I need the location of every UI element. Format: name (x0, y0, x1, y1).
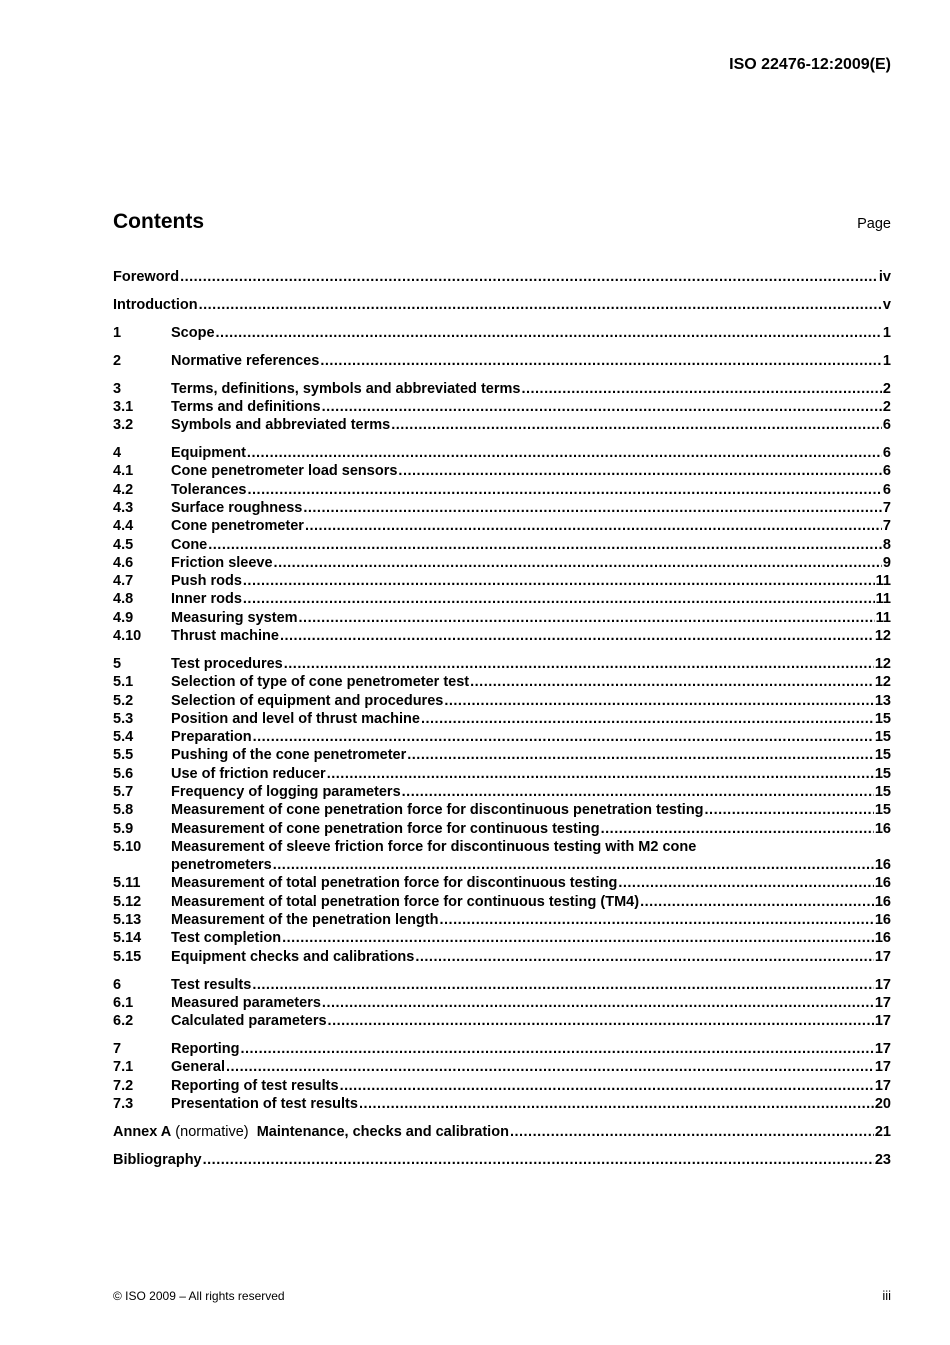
toc-entry[interactable] (113, 994, 891, 1012)
toc-entry[interactable] (113, 499, 891, 517)
dot-leader (243, 572, 875, 590)
toc-entry-number: 4.10 (113, 628, 142, 645)
toc-entry[interactable] (113, 627, 891, 645)
toc-entry[interactable] (113, 296, 891, 314)
toc-entry-page: 6 (882, 481, 891, 498)
toc-entry-number: 7.1 (113, 1059, 134, 1076)
toc-entry-title: Normative references (171, 352, 320, 369)
toc-entry-title: Measurement of cone penetration force for continuous testing (171, 820, 600, 837)
toc-entry[interactable] (113, 572, 891, 590)
toc-entry-page: iv (878, 269, 891, 285)
toc-entry-number: 5.1 (113, 674, 134, 691)
dot-leader (439, 911, 873, 929)
toc-entry-page: 17 (874, 948, 891, 965)
toc-entry-number: 5.11 (113, 875, 141, 892)
toc-entry-title: Pushing of the cone penetrometer (171, 747, 407, 764)
dot-leader (421, 710, 874, 728)
toc-entry[interactable] (113, 324, 891, 342)
dot-leader (303, 499, 882, 517)
toc-entry-number: 6 (113, 976, 122, 993)
toc-entry-title: Cone penetrometer load sensors (171, 463, 398, 480)
dot-leader (398, 462, 882, 480)
toc-entry-page: 15 (874, 765, 891, 782)
toc-entry-title (113, 1123, 509, 1141)
dot-leader (328, 1012, 874, 1030)
toc-entry-number: 4.7 (113, 573, 134, 590)
toc-entry[interactable] (113, 728, 891, 746)
dot-leader (247, 444, 882, 462)
toc-entry-number: 6.1 (113, 994, 134, 1011)
toc-entry-title: Test procedures (171, 655, 283, 672)
toc-entry-page: 1 (882, 352, 891, 369)
toc-entry-number: 5.4 (113, 729, 134, 746)
toc-entry[interactable] (113, 416, 891, 434)
toc-entry-number: 4.4 (113, 518, 134, 535)
dot-leader (322, 398, 882, 416)
toc-entry-title: Measurement of total penetration force for discontinuous testing (171, 875, 618, 892)
page-column-label: Page (857, 216, 891, 232)
toc-entry-page: 16 (874, 930, 891, 947)
toc-entry-title: Use of friction reducer (171, 765, 326, 782)
dot-leader (521, 380, 881, 398)
toc-entry-page: 17 (874, 1077, 891, 1094)
toc-entry-page: 8 (882, 536, 891, 553)
toc-entry-number: 4 (113, 445, 122, 462)
toc-entry-page: 20 (874, 1095, 891, 1112)
toc-entry[interactable] (113, 874, 891, 892)
toc-entry-title: Scope (171, 324, 215, 341)
dot-leader (640, 893, 874, 911)
toc-entry-number: 5.14 (113, 930, 142, 947)
toc-entry-page: 12 (874, 628, 891, 645)
toc-entry[interactable] (113, 536, 891, 554)
toc-entry[interactable] (113, 655, 891, 673)
toc-entry-page: 17 (874, 1059, 891, 1076)
toc-entry[interactable] (113, 948, 891, 966)
toc-entry-page: 17 (874, 976, 891, 993)
toc-entry-title: Measuring system (171, 609, 298, 626)
toc-entry[interactable] (113, 1095, 891, 1113)
toc-entry-page: 11 (875, 591, 891, 608)
dot-leader (216, 324, 882, 342)
toc-entry-page: 17 (874, 1013, 891, 1030)
toc-entry-page: 15 (874, 747, 891, 764)
toc-entry[interactable] (113, 838, 891, 856)
toc-entry[interactable] (113, 765, 891, 783)
toc-entry-title: Measurement of sleeve friction force for discontinuous testing with M2 cone (171, 838, 697, 855)
toc-entry-continuation[interactable] (113, 856, 891, 874)
toc-entry-number: 7 (113, 1041, 122, 1058)
toc-entry[interactable] (113, 398, 891, 416)
toc-entry-number: 4.6 (113, 554, 134, 571)
toc-entry-page: 13 (874, 692, 891, 709)
toc-entry-page: 12 (874, 655, 891, 672)
toc-entry-number: 5.5 (113, 747, 134, 764)
toc-entry-page: 21 (874, 1123, 891, 1140)
toc-entry-number: 3.2 (113, 417, 134, 434)
toc-entry-title: Terms, definitions, symbols and abbreviated terms (171, 380, 521, 397)
dot-leader (248, 481, 882, 499)
toc-entry[interactable] (113, 820, 891, 838)
dot-leader (180, 268, 878, 286)
contents-header (113, 210, 891, 240)
toc-entry-page: 15 (874, 802, 891, 819)
document-id: ISO 22476-12:2009(E) (729, 56, 891, 73)
annex-label: Annex A (113, 1123, 172, 1140)
toc-entry-page: 11 (875, 573, 891, 590)
toc-entry-number: 3 (113, 380, 122, 397)
toc-entry-number: 5.8 (113, 802, 134, 819)
toc-entry[interactable] (113, 380, 891, 398)
toc-entry-number: 5.15 (113, 948, 142, 965)
toc-entry[interactable] (113, 929, 891, 947)
toc-entry-title: Symbols and abbreviated terms (171, 417, 391, 434)
toc-entry-title: Push rods (171, 573, 242, 590)
toc-entry-title: Measurement of total penetration force for continuous testing (TM4) (171, 893, 640, 910)
toc-entry-page: 1 (882, 324, 891, 341)
toc-entry-title: Inner rods (171, 591, 242, 608)
toc-entry-title: Presentation of test results (171, 1095, 358, 1112)
dot-leader (199, 296, 882, 314)
toc-entry-number: 3.1 (113, 398, 134, 415)
toc-entry[interactable] (113, 673, 891, 691)
toc-entry-title: Measurement of the penetration length (171, 912, 439, 929)
toc-entry[interactable] (113, 444, 891, 462)
page-title: Contents (113, 210, 204, 233)
copyright-notice: © ISO 2009 – All rights reserved (113, 1289, 285, 1303)
toc-entry-title: Selection of type of cone penetrometer test (171, 674, 470, 691)
toc-entry-number: 5.13 (113, 912, 142, 929)
toc-entry-title: Cone (171, 536, 208, 553)
toc-entry-page: 16 (874, 912, 891, 929)
toc-entry[interactable] (113, 462, 891, 480)
toc-entry-title: Thrust machine (171, 628, 279, 645)
toc-entry[interactable] (113, 976, 891, 994)
toc-entry[interactable] (113, 911, 891, 929)
toc-entry-number: 4.8 (113, 591, 134, 608)
toc-entry-page: 16 (874, 857, 891, 874)
toc-entry-number: 4.2 (113, 481, 134, 498)
dot-leader (299, 609, 875, 627)
dot-leader (340, 1077, 874, 1095)
toc-entry-number: 6.2 (113, 1013, 134, 1030)
toc-entry-title: Friction sleeve (171, 554, 273, 571)
toc-entry[interactable] (113, 783, 891, 801)
annex-type: (normative) (171, 1123, 257, 1140)
toc-entry[interactable] (113, 590, 891, 608)
toc-entry-title: Selection of equipment and procedures (171, 692, 444, 709)
toc-entry[interactable] (113, 1151, 891, 1169)
toc-entry-number: 2 (113, 352, 122, 369)
toc-entry-number: 1 (113, 324, 122, 341)
dot-leader (618, 874, 874, 892)
toc-entry-number: 7.2 (113, 1077, 134, 1094)
toc-entry-title: Preparation (171, 729, 252, 746)
toc-entry[interactable] (113, 746, 891, 764)
toc-entry-title: Cone penetrometer (171, 518, 304, 535)
toc-entry[interactable] (113, 1012, 891, 1030)
toc-entry-number: 5.6 (113, 765, 134, 782)
toc-entry-number: 4.3 (113, 499, 134, 516)
dot-leader (510, 1123, 874, 1141)
toc-entry-number: 4.5 (113, 536, 134, 553)
toc-entry[interactable] (113, 609, 891, 627)
toc-entry-title: Terms and definitions (171, 398, 321, 415)
dot-leader (280, 627, 874, 645)
toc-entry-page: 7 (882, 499, 891, 516)
dot-leader (226, 1058, 874, 1076)
toc-entry-title: Equipment (171, 445, 246, 462)
table-of-contents (113, 268, 891, 1169)
toc-entry-number: 5.7 (113, 783, 134, 800)
toc-entry-title: Foreword (113, 269, 180, 285)
toc-entry-title: Introduction (113, 296, 198, 313)
dot-leader (274, 554, 882, 572)
dot-leader (470, 673, 874, 691)
toc-entry-number: 5.10 (113, 838, 142, 855)
toc-entry-title: Test completion (171, 930, 282, 947)
toc-entry[interactable] (113, 481, 891, 499)
toc-entry-page: 15 (874, 783, 891, 800)
toc-entry-number: 5.2 (113, 692, 134, 709)
toc-entry-title: Calculated parameters (171, 1013, 327, 1030)
toc-entry-page: 17 (874, 994, 891, 1011)
toc-entry[interactable] (113, 268, 891, 286)
toc-entry-page: 15 (874, 710, 891, 727)
toc-entry-page: 15 (874, 729, 891, 746)
dot-leader (359, 1095, 874, 1113)
toc-entry-title: Tolerances (171, 481, 247, 498)
toc-entry[interactable] (113, 517, 891, 535)
toc-entry-page: 6 (882, 463, 891, 480)
toc-entry-title: Surface roughness (171, 499, 303, 516)
toc-entry-title: Frequency of logging parameters (171, 783, 401, 800)
dot-leader (252, 976, 874, 994)
dot-leader (284, 655, 874, 673)
toc-entry-page: 17 (874, 1041, 891, 1058)
toc-entry-number: 4.1 (113, 463, 134, 480)
toc-entry-title: Measurement of cone penetration force for discontinuous penetration testing (171, 802, 704, 819)
dot-leader (407, 746, 874, 764)
toc-entry-title: General (171, 1059, 225, 1076)
toc-entry[interactable] (113, 554, 891, 572)
dot-leader (327, 765, 874, 783)
dot-leader (282, 929, 874, 947)
dot-leader (391, 416, 882, 434)
toc-entry[interactable] (113, 352, 891, 370)
toc-entry-number: 4.9 (113, 609, 134, 626)
dot-leader (240, 1040, 873, 1058)
toc-entry-page: 2 (882, 380, 891, 397)
toc-entry-number: 7.3 (113, 1095, 134, 1112)
dot-leader (415, 948, 874, 966)
toc-entry-page: v (882, 296, 891, 313)
dot-leader (243, 590, 875, 608)
toc-entry-page: 16 (874, 875, 891, 892)
toc-entry-title: Equipment checks and calibrations (171, 948, 415, 965)
toc-entry-title: Bibliography (113, 1151, 202, 1168)
dot-leader (253, 728, 874, 746)
dot-leader (208, 536, 882, 554)
annex-title: Maintenance, checks and calibration (256, 1123, 509, 1140)
toc-entry-title: Measured parameters (171, 994, 321, 1011)
toc-entry[interactable] (113, 1123, 891, 1141)
dot-leader (273, 856, 874, 874)
toc-entry[interactable] (113, 1077, 891, 1095)
toc-entry-page: 16 (874, 893, 891, 910)
dot-leader (320, 352, 882, 370)
dot-leader (322, 994, 874, 1012)
toc-entry-page: 7 (882, 518, 891, 535)
toc-entry-title-continued: penetrometers (171, 857, 272, 874)
toc-entry-page: 2 (882, 398, 891, 415)
toc-entry[interactable] (113, 710, 891, 728)
toc-entry-number: 5.12 (113, 893, 142, 910)
toc-entry[interactable] (113, 1058, 891, 1076)
dot-leader (444, 692, 874, 710)
toc-entry[interactable] (113, 801, 891, 819)
toc-entry-title: Test results (171, 976, 252, 993)
toc-entry-title: Reporting of test results (171, 1077, 339, 1094)
dot-leader (402, 783, 874, 801)
toc-entry-page: 9 (882, 554, 891, 571)
toc-entry-page: 11 (875, 609, 891, 626)
toc-entry-page: 23 (874, 1151, 891, 1168)
toc-entry-page: 6 (882, 417, 891, 434)
dot-leader (705, 801, 874, 819)
toc-entry[interactable] (113, 893, 891, 911)
page-number: iii (882, 1288, 891, 1303)
toc-entry-number: 5.3 (113, 710, 134, 727)
toc-entry-number: 5.9 (113, 820, 134, 837)
toc-entry-number: 5 (113, 655, 122, 672)
toc-entry-title: Position and level of thrust machine (171, 710, 420, 727)
toc-entry-page: 12 (874, 674, 891, 691)
dot-leader (305, 517, 882, 535)
dot-leader (601, 820, 874, 838)
toc-entry-page: 6 (882, 445, 891, 462)
toc-entry-title: Reporting (171, 1041, 240, 1058)
toc-entry[interactable] (113, 692, 891, 710)
toc-entry[interactable] (113, 1040, 891, 1058)
toc-entry-page: 16 (874, 820, 891, 837)
dot-leader (203, 1151, 874, 1169)
